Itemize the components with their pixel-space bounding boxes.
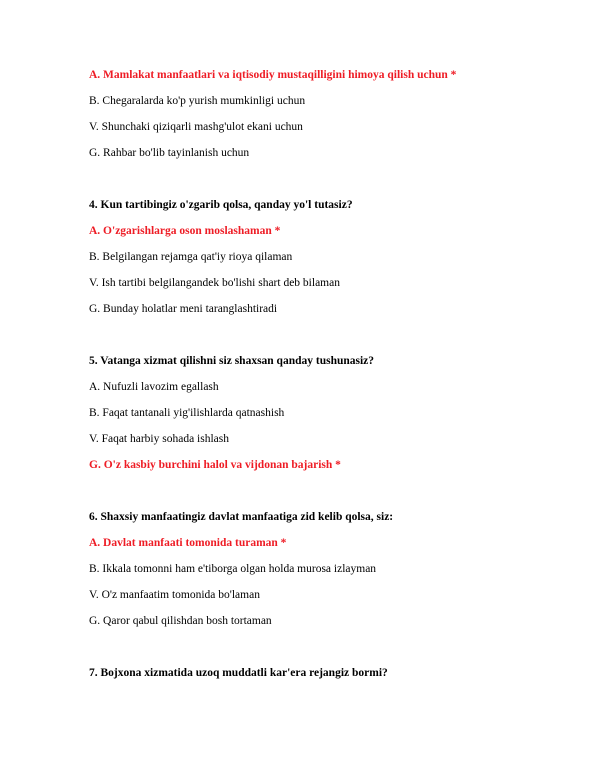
q6-question: 6. Shaxsiy manfaatingiz davlat manfaatiga zid kelib qolsa, siz: (89, 511, 394, 523)
q6-option-a: A. Davlat manfaati tomonida turaman * (89, 537, 287, 549)
q3-option-g: G. Rahbar bo'lib tayinlanish uchun (89, 147, 250, 159)
q4-option-v: V. Ish tartibi belgilangandek bo'lishi shart deb bilaman (89, 277, 340, 289)
q4-option-g: G. Bunday holatlar meni taranglashtiradi (89, 303, 278, 315)
q6-option-b: B. Ikkala tomonni ham e'tiborga olgan holda murosa izlayman (89, 563, 377, 575)
q3-option-a: A. Mamlakat manfaatlari va iqtisodiy mustaqilligini himoya qilish uchun * (89, 69, 457, 81)
q4-option-b: B. Belgilangan rejamga qat'iy rioya qilaman (89, 251, 293, 263)
q6-option-g: G. Qaror qabul qilishdan bosh tortaman (89, 615, 272, 627)
q6-option-v: V. O'z manfaatim tomonida bo'laman (89, 589, 260, 601)
q3-option-b: B. Chegaralarda ko'p yurish mumkinligi uchun (89, 95, 306, 107)
q5-option-v: V. Faqat harbiy sohada ishlash (89, 433, 230, 445)
q3-option-v: V. Shunchaki qiziqarli mashg'ulot ekani uchun (89, 121, 303, 133)
q5-option-a: A. Nufuzli lavozim egallash (89, 381, 219, 393)
q7-question: 7. Bojxona xizmatida uzoq muddatli kar'era rejangiz bormi? (89, 667, 388, 679)
q5-option-b: B. Faqat tantanali yig'ilishlarda qatnashish (89, 407, 285, 419)
q4-option-a: A. O'zgarishlarga oson moslashaman * (89, 225, 281, 237)
q5-question: 5. Vatanga xizmat qilishni siz shaxsan qanday tushunasiz? (89, 355, 375, 367)
q5-option-g: G. O'z kasbiy burchini halol va vijdonan bajarish * (89, 459, 341, 471)
q4-question: 4. Kun tartibingiz o'zgarib qolsa, qanday yo'l tutasiz? (89, 199, 353, 211)
